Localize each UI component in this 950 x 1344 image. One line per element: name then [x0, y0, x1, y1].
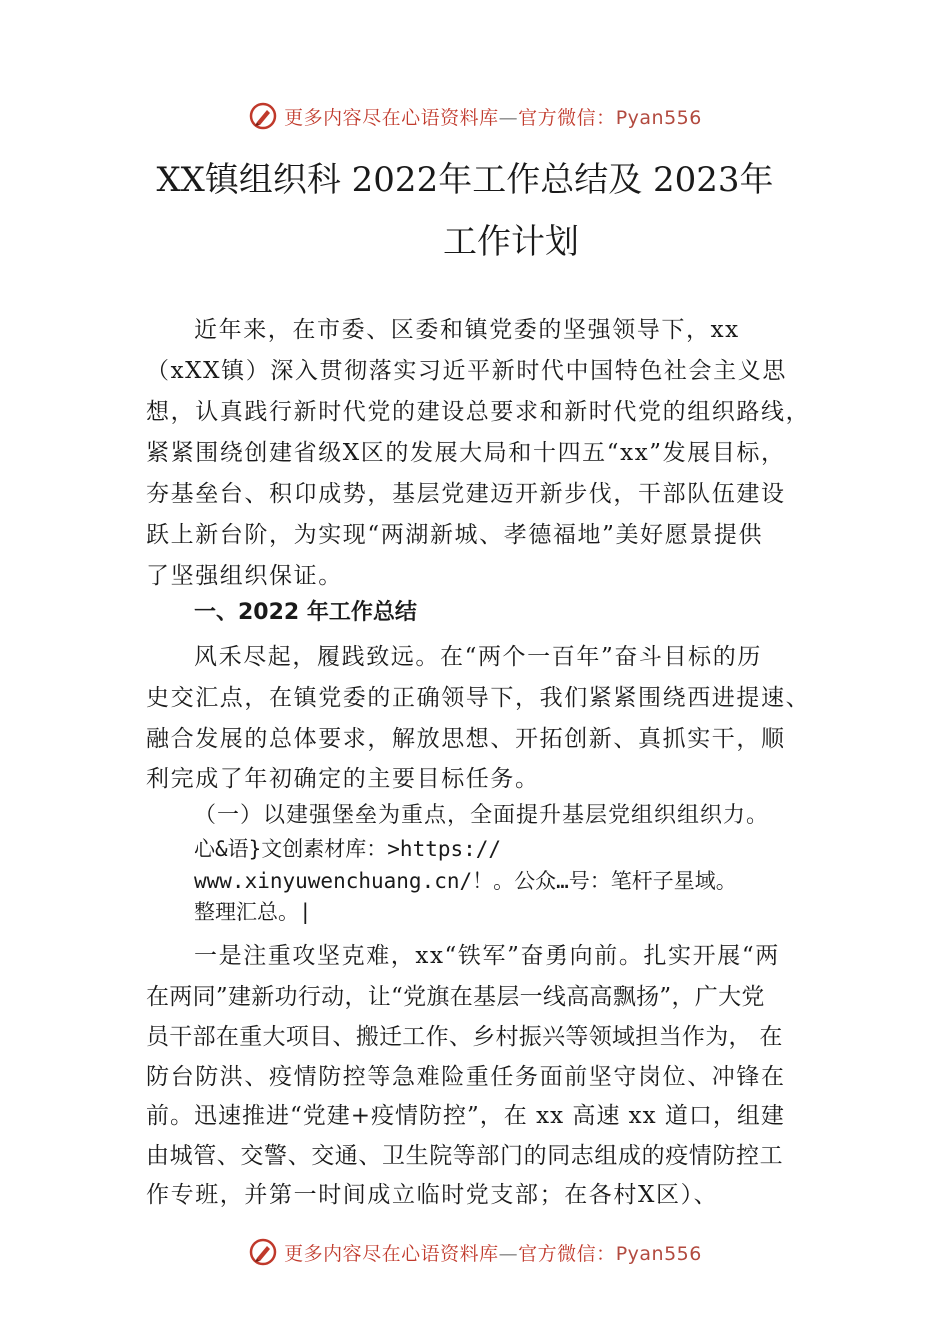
intro-line: 了坚强组织保证。 — [146, 563, 343, 589]
insert-line: 整理汇总。| — [194, 900, 312, 924]
intro-line: 夯基垒台、积卬成势，基层党建迈开新步伐，干部队伍建设 — [146, 481, 786, 507]
section-line: 史交汇点，在镇党委的正确领导下，我们紧紧围绕西进提速、 — [146, 685, 811, 711]
watermark-text: 更多内容尽在心语资料库—官方微信：Pyan556 — [284, 106, 702, 129]
watermark-text: 更多内容尽在心语资料库—官方微信：Pyan556 — [284, 1242, 702, 1265]
body-line: 在两同”建新功行动，让“党旗在基层一线高高飘扬”，广大党 — [146, 984, 765, 1010]
watermark-footer — [0, 1232, 950, 1272]
intro-line: 跃上新台阶，为实现“两湖新城、孝德福地”美好愿景提供 — [146, 522, 764, 548]
intro-line: 紧紧围绕创建省级X区的发展大局和十四五“xx”发展目标， — [146, 440, 786, 466]
body-line: 防台防洪、疫情防控等急难险重任务面前坚守岗位、冲锋在 — [146, 1064, 786, 1090]
body-line: 一是注重攻坚克难，xx“铁军”奋勇向前。扎实开展“两 — [194, 943, 780, 969]
intro-line: （xXX镇）深入贯彻落实习近平新时代中国特色社会主义思 — [146, 358, 787, 384]
insert-line: www.xinyuwenchuang.cn/！。公众…号：笔杆子星域。 — [194, 869, 737, 893]
intro-line: 想，认真践行新时代党的建设总要求和新时代党的组织路线， — [146, 399, 811, 425]
body-line: 前。迅速推进“党建+疫情防控”，在 xx 高速 xx 道口，组建 — [146, 1103, 785, 1129]
document-title-line-1: XX镇组织科 2022年工作总结及 2023年 — [156, 160, 774, 200]
pen-logo-icon — [248, 1237, 278, 1267]
pen-logo-icon — [248, 101, 278, 131]
section-heading: 一、2022 年工作总结 — [194, 600, 417, 625]
body-line: 员干部在重大项目、搬迁工作、乡村振兴等领域担当作为， 在 — [146, 1024, 783, 1050]
section-line: 风禾尽起，履践致远。在“两个一百年”奋斗目标的历 — [194, 644, 762, 670]
insert-line: 心&语}文创素材库：>https:// — [194, 837, 502, 861]
document-title-line-2: 工作计划 — [443, 222, 579, 262]
intro-line: 近年来，在市委、区委和镇党委的坚强领导下，xx — [194, 317, 740, 343]
body-line: 由城管、交警、交通、卫生院等部门的同志组成的疫情防控工 — [146, 1143, 784, 1169]
section-line: 利完成了年初确定的主要目标任务。 — [146, 766, 540, 792]
section-line: 融合发展的总体要求，解放思想、开拓创新、真抓实干，顺 — [146, 726, 786, 752]
sub-heading: （一）以建强堡垒为重点，全面提升基层党组织组织力。 — [194, 803, 770, 828]
watermark-header — [0, 96, 950, 136]
body-line: 作专班，并第一时间成立临时党支部；在各村X区）、 — [146, 1182, 719, 1208]
